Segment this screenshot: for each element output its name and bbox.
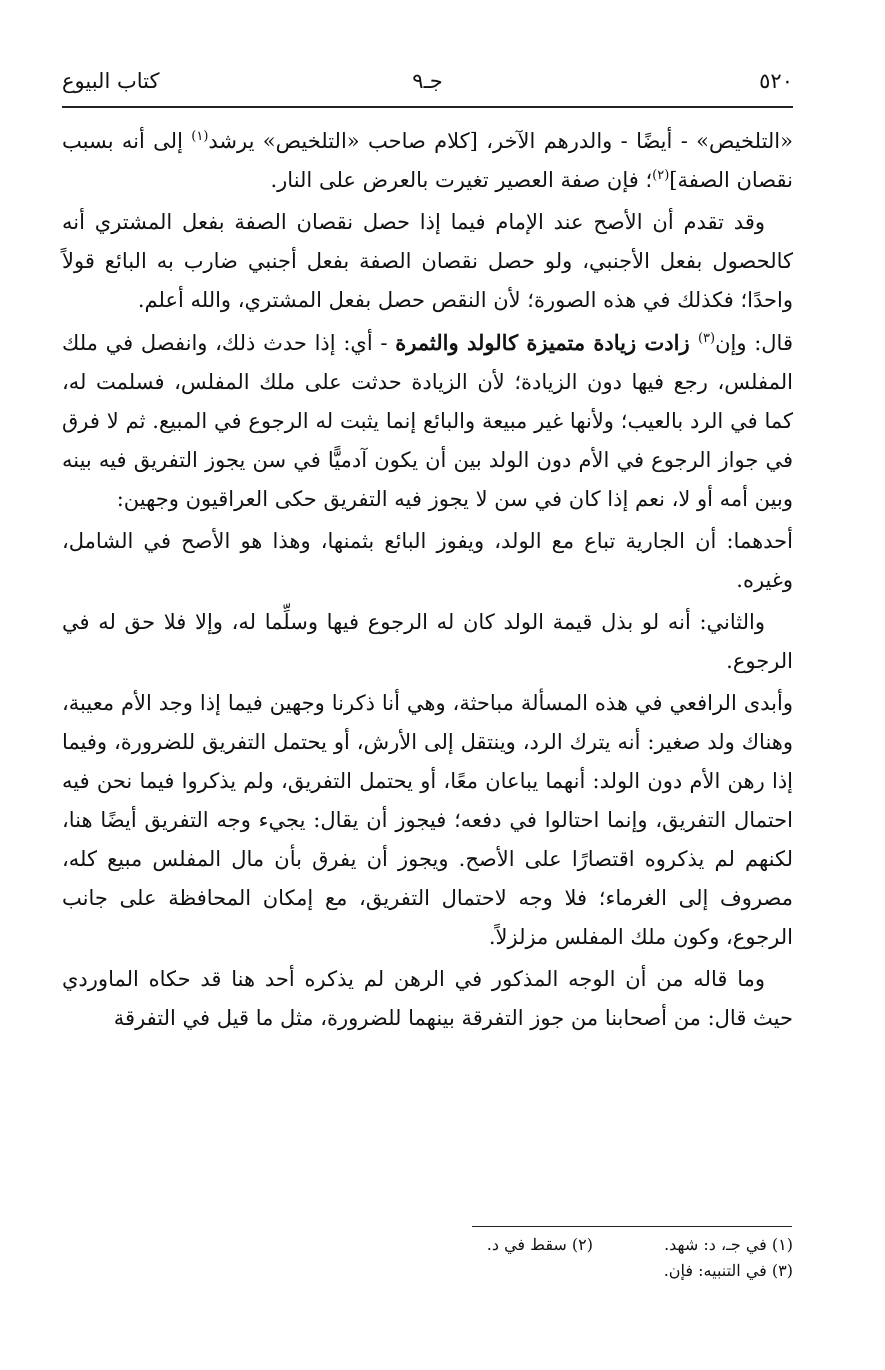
paragraph: وما قاله من أن الوجه المذكور في الرهن لم يذكره أحد هنا قد حكاه الماوردي حيث قال: من أصحابنا من جوز التفرقة بينهما للضرورة، مثل ما قيل في التفرقة — [62, 967, 793, 1030]
footnote-ref: (٢) — [652, 168, 670, 183]
footnote-3: (٣) في التنبيه: فإن. — [663, 1261, 793, 1280]
footnote-rule — [472, 1226, 792, 1227]
paragraph: أحدهما: أن الجارية تباع مع الولد، ويفوز البائع بثمنها، وهذا هو الأصح في الشامل، وغيره. — [62, 529, 793, 592]
footnote-ref: (٣) — [697, 331, 716, 346]
paragraph — [62, 323, 793, 519]
text-run: - أي: إذا حدث ذلك، وانفصل في ملك المفلس، رجع فيها دون الزيادة؛ لأن الزيادة حدثت على ملك المفلس، فسلمت له، كما في الرد بالعيب؛ ولأنها غير مبيعة والبائع إنما يثبت له الرجوع في المبيع. ثم لا فرق في جواز الرجوع في الأم دون الولد بين أن يكون آدميًّا في سن يجوز التفريق فيه بينه وبين أمه أو لا، نعم إذا كان في سن لا يجوز فيه التفريق حكى العراقيون وجهين: — [62, 331, 793, 511]
quoted-matn: زادت زيادة متميزة كالولد والثمرة — [395, 330, 698, 355]
header-rule — [62, 106, 793, 108]
footnote-2: (٢) سقط في د. — [486, 1235, 593, 1254]
running-header — [62, 66, 793, 102]
footnote-1: (١) في جـ، د: شهد. — [664, 1235, 793, 1254]
main-text — [62, 122, 793, 1041]
page-number: ٥٢٠ — [759, 69, 793, 93]
footnote-row — [62, 1258, 793, 1284]
paragraph — [62, 122, 793, 200]
book-title: كتاب البيوع — [62, 69, 160, 93]
footnote-ref: (١) — [191, 129, 209, 144]
text-run: قال: وإن — [715, 331, 793, 355]
paragraph: وقد تقدم أن الأصح عند الإمام فيما إذا حصل نقصان الصفة بفعل المشتري أنه كالحصول بفعل الأجنبي، ولو حصل نقصان الصفة بفعل أجنبي ضارب به البائع قولاً واحدًا؛ فكذلك في هذه الصورة؛ لأن النقص حصل بفعل المشتري، والله أعلم. — [62, 210, 793, 312]
paragraph: وأبدى الرافعي في هذه المسألة مباحثة، وهي أنا ذكرنا وجهين فيما إذا وجد الأم معيبة، وهناك ولد صغير: أنه يترك الرد، وينتقل إلى الأرش، أو يحتمل التفريق للضرورة، وفيما إذا رهن الأم دون الولد: أنهما يباعان معًا، أو يحتمل التفريق، ولم يذكروا فيما نحن فيه احتمال التفريق، وإنما احتالوا في دفعه؛ فيجوز أن يقال: يجيء وجه التفريق أيضًا هنا، لكنهم لم يذكروه اقتصارًا على الأصح. ويجوز أن يفرق بأن مال المفلس مبيع كله، مصروف إلى الغرماء؛ فلا وجه لاحتمال التفريق، مع إمكان المحافظة على جانب الرجوع، وكون ملك المفلس مزلزلاً. — [62, 691, 793, 949]
paragraph: والثاني: أنه لو بذل قيمة الولد كان له الرجوع فيها وسلِّما له، وإلا فلا حق له في الرجوع. — [62, 610, 793, 673]
text-run: إلى أنه بسبب نقصان الصفة] — [62, 129, 793, 192]
text-run: «التلخيص» - أيضًا - والدرهم الآخر، [كلام صاحب «التلخيص» يرشد — [208, 129, 793, 153]
footnote-row — [62, 1232, 793, 1258]
text-run: ؛ فإن صفة العصير تغيرت بالعرض على النار. — [270, 168, 653, 192]
footnotes — [62, 1232, 793, 1284]
volume-label: جـ٩ — [412, 69, 443, 93]
